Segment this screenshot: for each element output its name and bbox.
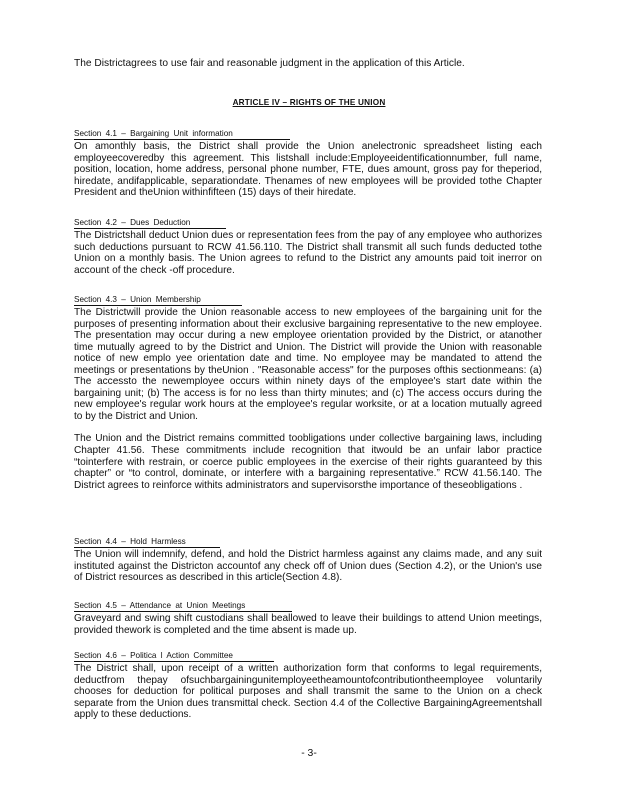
section-heading: Section 4.3 – Union Membership xyxy=(74,295,242,306)
section-body: The Districtwill provide the Union reasonable access to new employees of the bargaining unit for the purposes of presenting information about their exclusive bargaining representative to the new employee. The presentation may occur during a new employee orientation provided by the District, or atanother time mutually agreed to by the District and Union. The District will provide the Union with reasonable notice of new emplo yee orientation date and time. No employee may be mandated to attend the meetings or presentations by theUnion . "Reasonable access" for the purposes ofthis sectionmeans: (a) The accessto the newemployee occurs within ninety days of the employee's start date within the bargaining unit; (b) The access is for no less than thirty minutes; and (c) The access occurs during the new employee's regular work hours at the employee's regular worksite, or at a location mutually agreed to by the District and Union. xyxy=(74,307,542,422)
section-heading: Section 4.4 – Hold Harmless xyxy=(74,537,220,548)
section-4-3 xyxy=(74,289,542,491)
section-body: The Districtshall deduct Union dues or representation fees from the pay of any employee who authorizes such deductions pursuant to RCW 41.56.110. The District shall transmit all such funds deducted tothe Union on a monthly basis. The Union agrees to refund to the District any amounts paid toit inerror on account of the check -off procedure. xyxy=(74,230,542,276)
page-number: - 3- xyxy=(301,748,317,759)
section-heading: Section 4.2 – Dues Deduction xyxy=(74,218,226,229)
section-4-5 xyxy=(74,595,542,636)
section-4-2 xyxy=(74,212,542,276)
section-heading: Section 4.1 – Bargaining Unit information xyxy=(74,129,290,140)
section-4-4 xyxy=(74,531,542,584)
section-4-6 xyxy=(74,645,542,721)
section-body: The Union will indemnify, defend, and hold the District harmless against any claims made, and any suit instituted against the Districton accountof any check off of Union dues (Section 4.2), or the Union's use of District resources as described in this article(Section 4.8). xyxy=(74,549,542,584)
section-heading: Section 4.5 – Attendance at Union Meetings xyxy=(74,601,292,612)
section-body: On amonthly basis, the District shall provide the Union anelectronic spreadsheet listing each employeecoveredby this agreement. This listshall include:Employeeidentificationnumber, full name, position, location, home address, personal phone number, FTE, dues amount, gross pay for theperiod, hiredate, andifapplicable, separationdate. Thenames of new employees will be provided tothe Chapter President and theUnion withinfifteen (15) days of their hiredate. xyxy=(74,141,542,199)
article-title xyxy=(0,98,618,107)
section-body-2: The Union and the District remains committed toobligations under collective bargaining laws, including Chapter 41.56. These commitments include recognition that itwould be an unfair labor practice “tointerfere with restrain, or coerce public employees in the exercise of their rights guaranteed by this chapter” or “to control, dominate, or interfere with a bargaining representative.” RCW 41.56.140. The District agrees to reinforce withits administrators and supervisorsthe importance of theseobligations . xyxy=(74,433,542,491)
intro-sentence: The Districtagrees to use fair and reasonable judgment in the application of this Article. xyxy=(74,58,465,69)
section-4-1 xyxy=(74,123,542,199)
article-title-text: ARTICLE IV – RIGHTS OF THE UNION xyxy=(232,98,386,107)
section-body: The District shall, upon receipt of a written authorization form that conforms to legal requirements, deductfrom thepay ofsuchbargainingunitemployeetheamountofcontributiontheemployee voluntarily chooses for deduction for political purposes and shall transmit the same to the Union on a check separate from the Union dues transmittal check. Section 4.4 of the Collective BargainingAgreementshall apply to these deductions. xyxy=(74,663,542,721)
section-body: Graveyard and swing shift custodians shall beallowed to leave their buildings to attend Union meetings, provided thework is completed and the time absent is made up. xyxy=(74,613,542,636)
section-heading: Section 4.6 – Politica l Action Committee xyxy=(74,651,274,662)
